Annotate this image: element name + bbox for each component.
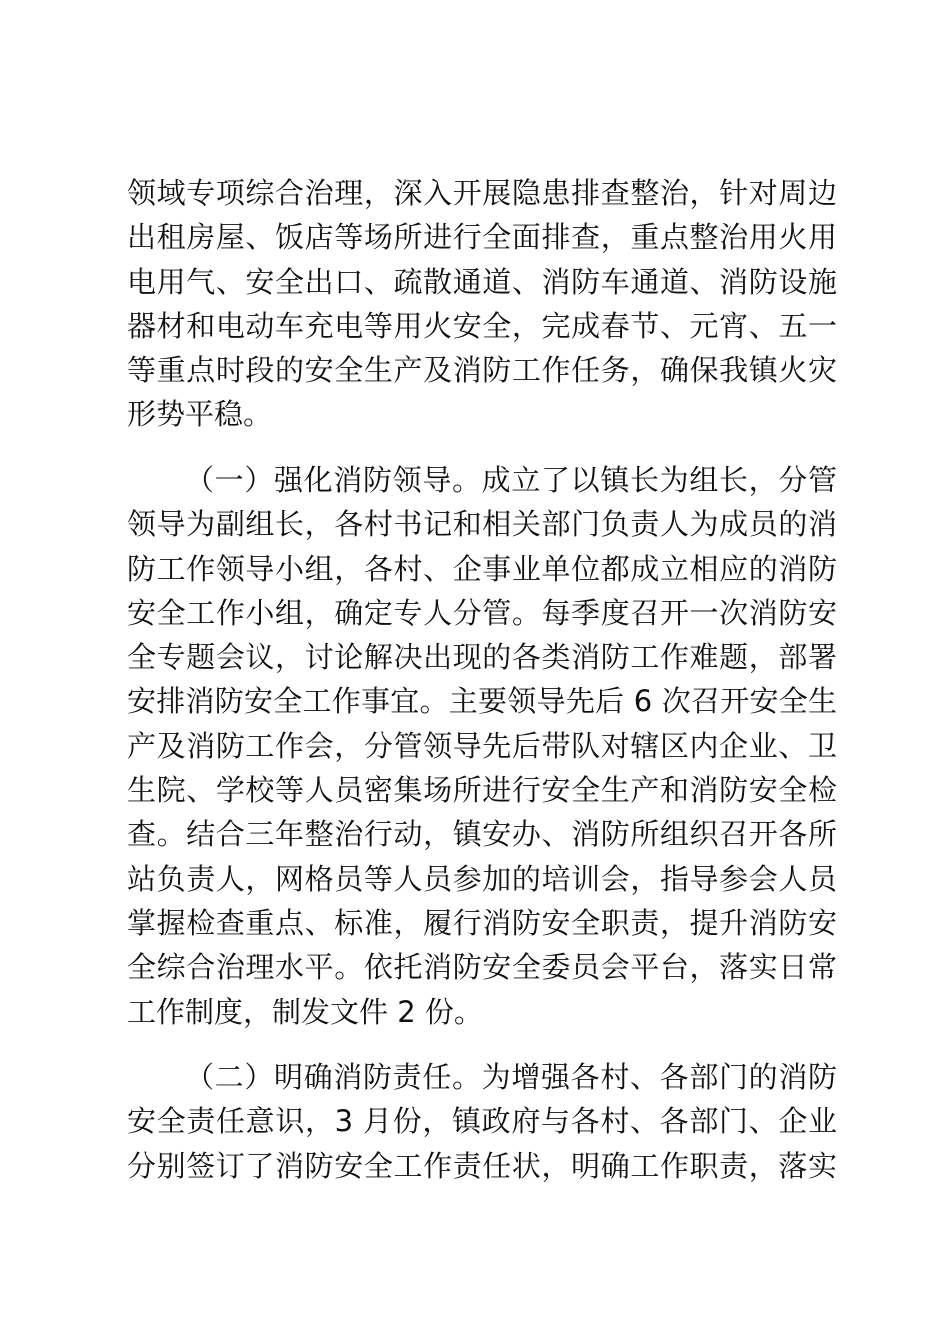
paragraph-line: 器材和电动车充电等用火安全，完成春节、元宵、五一	[127, 308, 837, 343]
paragraph-line: 领导为副组长，各村书记和相关部门负责人为成员的消	[127, 507, 837, 542]
paragraph-line: 安全责任意识，3 月份，镇政府与各村、各部门、企业	[127, 1104, 837, 1139]
paragraph-line: 全综合治理水平。依托消防安全委员会平台，落实日常	[127, 950, 837, 985]
paragraph-line: 形势平稳。	[127, 397, 273, 432]
paragraph-line: （一）强化消防领导。成立了以镇长为组长，分管	[185, 463, 837, 497]
paragraph-line: 站负责人，网格员等人员参加的培训会，指导参会人员	[127, 861, 837, 896]
paragraph-strengthen-leadership	[127, 458, 837, 1034]
paragraph-line: 领域专项综合治理，深入开展隐患排查整治，针对周边	[127, 176, 837, 210]
paragraph-line: 分别签订了消防安全工作责任状，明确工作职责，落实	[127, 1148, 837, 1183]
paragraph-line: 产及消防工作会，分管领导先后带队对辖区内企业、卫	[127, 728, 837, 763]
paragraph-line: 出租房屋、饭店等场所进行全面排查，重点整治用火用	[127, 220, 837, 255]
paragraph-line: 等重点时段的安全生产及消防工作任务，确保我镇火灾	[127, 353, 837, 388]
paragraph-line: 工作制度，制发文件 2 份。	[127, 994, 483, 1029]
paragraph-line: 生院、学校等人员密集场所进行安全生产和消防安全检	[127, 773, 837, 808]
paragraph-line: 掌握检查重点、标准，履行消防安全职责，提升消防安	[127, 905, 837, 940]
paragraph-line: 安排消防安全工作事宜。主要领导先后 6 次召开安全生	[127, 684, 837, 719]
paragraph-line: 全专题会议，讨论解决出现的各类消防工作难题，部署	[127, 640, 837, 675]
paragraph-clarify-responsibility	[127, 1055, 837, 1188]
paragraph-continuation	[127, 171, 837, 437]
paragraph-line: 安全工作小组，确定专人分管。每季度召开一次消防安	[127, 595, 837, 630]
paragraph-line: （二）明确消防责任。为增强各村、各部门的消防	[185, 1060, 837, 1094]
paragraph-line: 电用气、安全出口、疏散通道、消防车通道、消防设施	[127, 264, 837, 299]
paragraph-line: 防工作领导小组，各村、企事业单位都成立相应的消防	[127, 551, 837, 586]
paragraph-line: 查。结合三年整治行动，镇安办、消防所组织召开各所	[127, 817, 837, 852]
